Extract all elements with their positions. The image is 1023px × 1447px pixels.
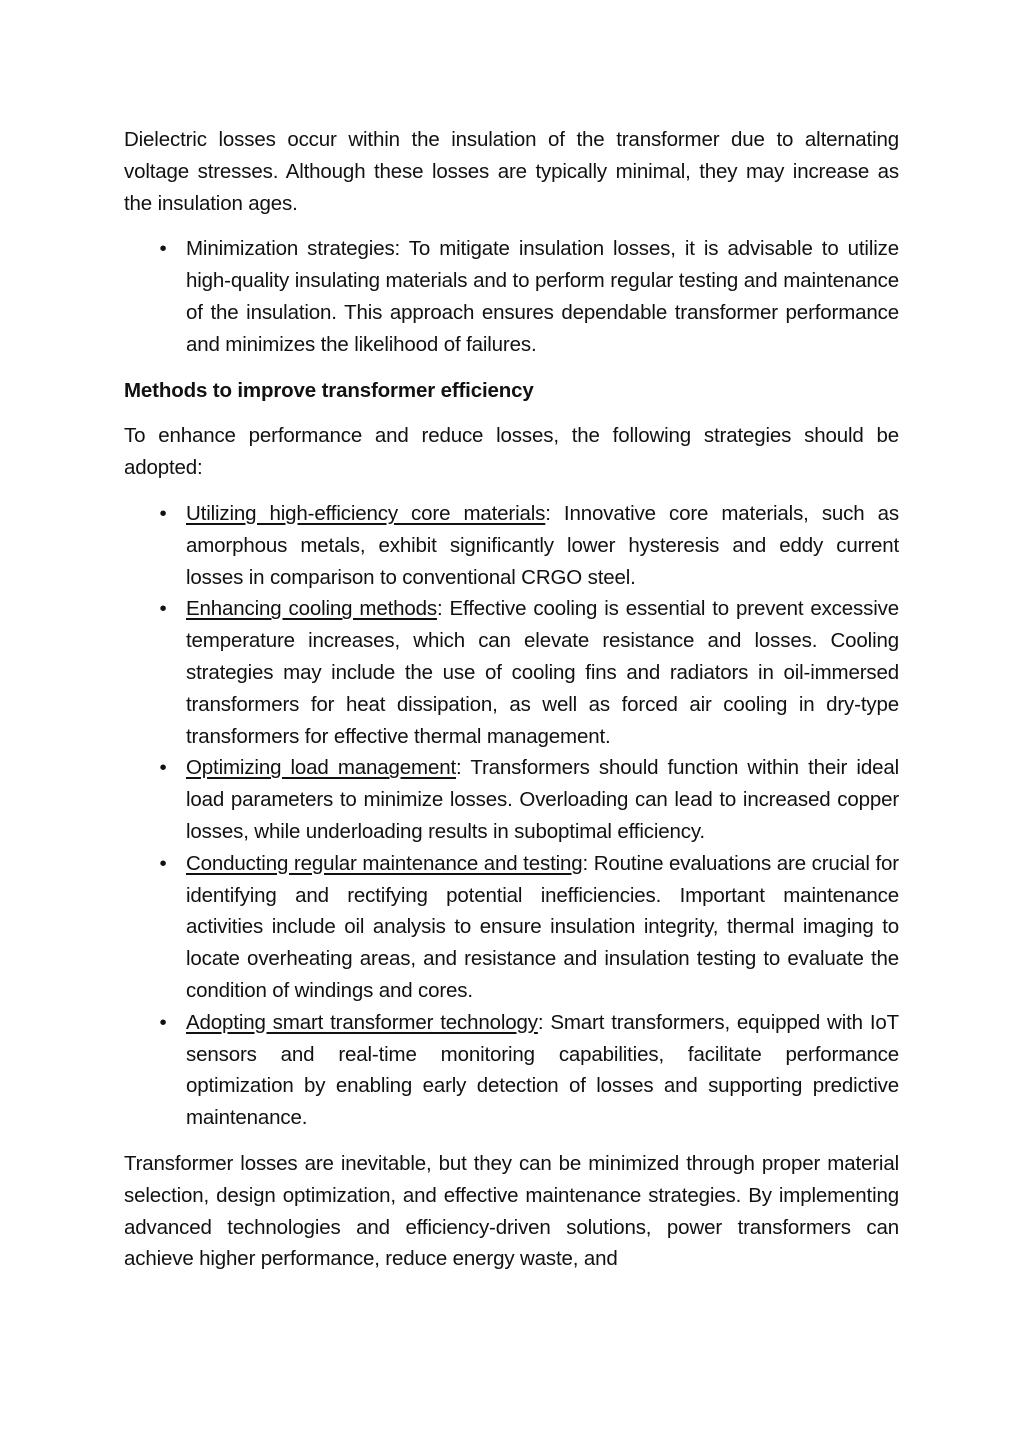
list-item [124, 498, 899, 593]
minimization-text: Minimization strategies: To mitigate insulation losses, it is advisable to utilize high-quality insulating materials and to perform regular testing and maintenance of the insulation. This approach ensures dependable transformer performance and minimizes the likelihood of failures. [186, 237, 899, 356]
list-item [124, 593, 899, 752]
method-term: Conducting regular maintenance and testing [186, 851, 583, 875]
list-item [124, 752, 899, 847]
method-term: Utilizing high-efficiency core materials [186, 501, 546, 525]
list-item [124, 233, 899, 360]
methods-list [124, 498, 899, 1134]
bullet-icon: • [159, 1010, 167, 1034]
method-text: : Routine evaluations are crucial for identifying and rectifying potential inefficiencies. Important maintenance activities include oil analysis to ensure insulation integrity, thermal imaging to locate overheating areas, and resistance and insulation testing to evaluate the condition of windings and cores. [186, 851, 899, 1002]
method-term: Enhancing cooling methods [186, 597, 437, 621]
method-text: : Smart transformers, equipped with IoT sensors and real-time monitoring capabilities, facilitate performance optimization by enabling early detection of losses and supporting predictive maintenance. [186, 1010, 899, 1130]
closing-paragraph: Transformer losses are inevitable, but they can be minimized through proper material selection, design optimization, and effective maintenance strategies. By implementing advanced technologies and efficiency-driven solutions, power transformers can achieve higher performance, reduce energy waste, and [124, 1151, 899, 1271]
lead-paragraph: To enhance performance and reduce losses, the following strategies should be adopted: [124, 424, 899, 480]
bullet-icon: • [159, 237, 167, 261]
method-text: : Effective cooling is essential to prevent excessive temperature increases, which can elevate resistance and losses. Cooling strategies may include the use of cooling fins and radiators in oil-immersed transformers for heat dissipation, as well as forced air cooling in dry-type transformers for effective thermal management. [186, 597, 899, 748]
list-item [124, 848, 899, 1007]
bullet-icon: • [159, 501, 167, 525]
document-page [124, 124, 899, 1275]
method-text: : Transformers should function within their ideal load parameters to minimize losses. Overloading can lead to increased copper losses, while underloading results in suboptimal efficiency. [186, 756, 899, 843]
bullet-icon: • [159, 851, 167, 875]
bullet-icon: • [159, 597, 167, 621]
intro-paragraph: Dielectric losses occur within the insulation of the transformer due to alternating voltage stresses. Although these losses are typically minimal, they may increase as the insulation ages. [124, 128, 899, 215]
minimization-list [124, 233, 899, 360]
method-term: Optimizing load management [186, 756, 457, 780]
section-heading: Methods to improve transformer efficiency [124, 378, 534, 402]
method-text: : Innovative core materials, such as amorphous metals, exhibit significantly lower hysteresis and eddy current losses in comparison to conventional CRGO steel. [186, 501, 899, 589]
method-term: Adopting smart transformer technology [186, 1010, 538, 1034]
list-item [124, 1007, 899, 1134]
bullet-icon: • [159, 756, 167, 780]
